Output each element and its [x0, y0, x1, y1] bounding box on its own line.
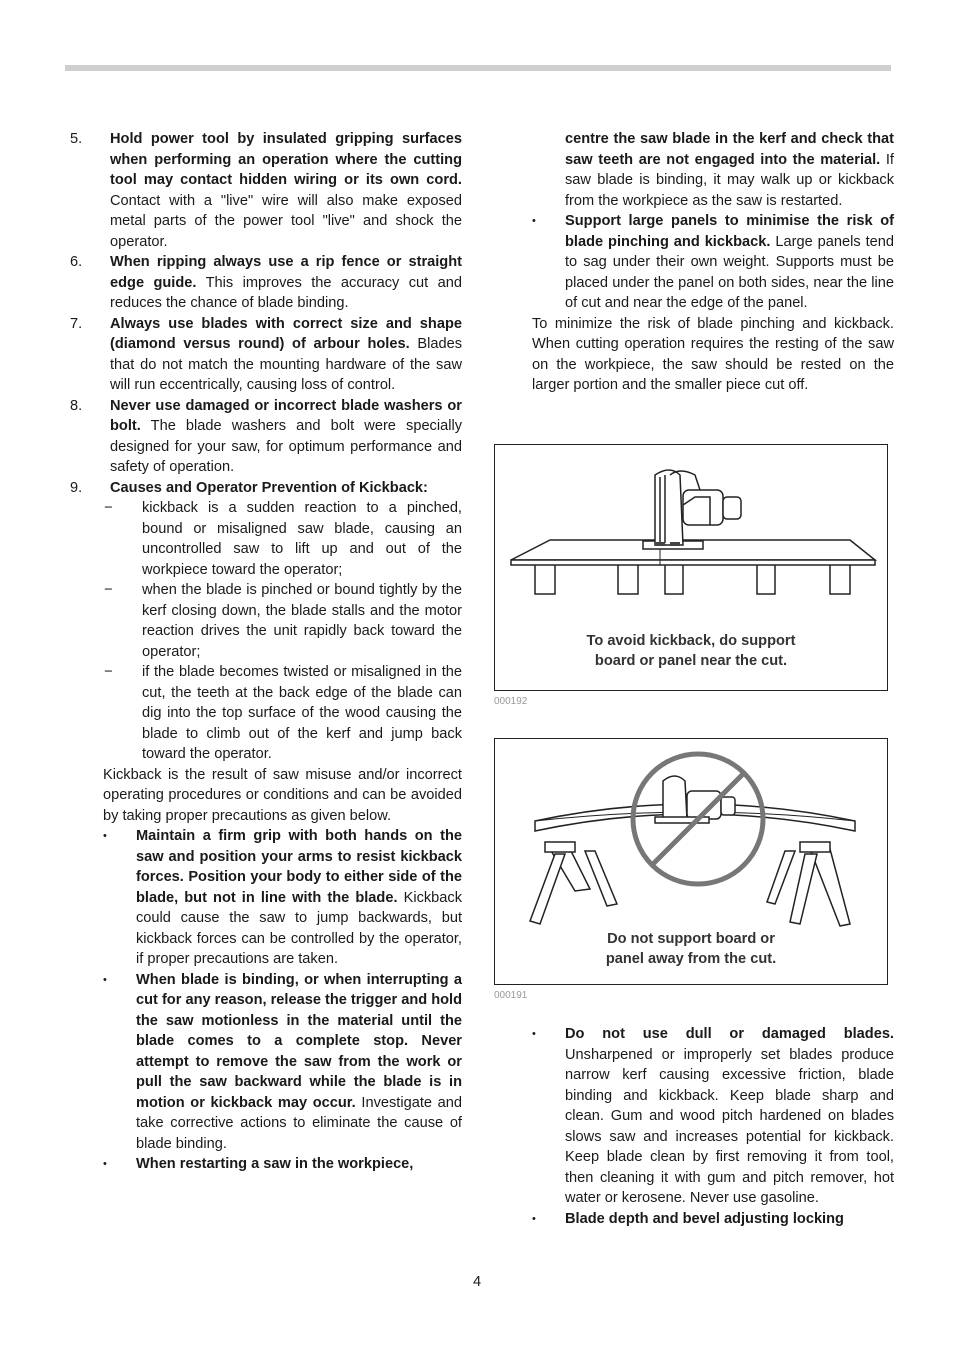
- bullet-marker: •: [103, 1158, 107, 1170]
- dash-item: [104, 662, 462, 765]
- dash-text: if the blade becomes twisted or misaligned in the cut, the teeth at the back edge of the blade can dig into the top surface of the wood causing the blade to climb out of the kerf and jump back toward the operator.: [142, 664, 462, 762]
- item-number: 8.: [70, 397, 83, 414]
- bullet-heading: Support large panels to minimise the risk of blade pinching and kickback.: [565, 213, 894, 250]
- bullet-heading: centre the saw blade in the kerf and check that saw teeth are not engaged into the material.: [565, 131, 894, 168]
- item-heading: When ripping always use a rip fence or straight edge guide.: [110, 254, 462, 291]
- dash-item: [104, 498, 462, 580]
- kickback-paragraph: Kickback is the result of saw misuse and/or incorrect operating procedures or conditions and can be avoided by taking proper precautions as given below.: [103, 766, 462, 824]
- bullet-item: [532, 1024, 894, 1209]
- bullet-item: [532, 1209, 894, 1230]
- bullet-heading: Maintain a firm grip with both hands on the saw and position your arms to resist kickback forces. Position your body to either side of the blade, but not in line with the blade.: [136, 828, 462, 906]
- bullet-marker: •: [103, 830, 107, 842]
- figure-caption: To avoid kickback, do support board or panel near the cut.: [586, 633, 796, 669]
- bullet-text: Kickback could cause the saw to jump backwards, but kickback forces can be controlled by the operator, if proper precautions are taken.: [136, 889, 462, 967]
- bullet-item: [103, 970, 462, 1155]
- item-number: 6.: [70, 254, 83, 270]
- item-heading: Hold power tool by insulated gripping surfaces when performing an operation where the cutting tool may contact hidden wiring or its own cord.: [110, 131, 462, 188]
- dash-marker: −: [104, 500, 113, 516]
- bullet-heading: Do not use dull or damaged blades.: [565, 1026, 894, 1042]
- item-text: This improves the accuracy cut and reduces the chance of blade binding.: [110, 274, 462, 311]
- bullet-text: Unsharpened or improperly set blades produce narrow kerf causing excessive friction, blade binding and kickback. Keep blade sharp and clean. Gum and wood pitch hardened on blades slows saw and increases potential for kickback. Keep blade clean by first removing it from tool, then cleaning it with gum and pitch remover, hot water or kerosene. Never use gasoline.: [565, 1046, 894, 1206]
- bullet-marker: •: [532, 1028, 536, 1040]
- list-item-8: [70, 396, 462, 478]
- list-item-9: [70, 478, 462, 499]
- bullet-heading: When blade is binding, or when interrupting a cut for any reason, release the trigger and hold the saw motionless in the material until the blade comes to a complete stop. Never attempt to remove the saw from the work or pull the saw backward while the blade is in motion or kickback may occur.: [136, 971, 463, 1111]
- item-heading: Never use damaged or incorrect blade washers or bolt.: [110, 397, 462, 434]
- item-heading: Causes and Operator Prevention of Kickback:: [110, 479, 428, 496]
- item-number: 5.: [70, 131, 83, 147]
- bullet-heading: Blade depth and bevel adjusting locking: [565, 1210, 844, 1227]
- figure-code: 000192: [494, 696, 528, 707]
- dash-marker: −: [104, 582, 113, 598]
- bullet-marker: •: [103, 973, 107, 986]
- item-heading: Always use blades with correct size and shape (diamond versus round) of arbour holes.: [110, 315, 462, 352]
- item-text: The blade washers and bolt were specially designed for your saw, for optimum performance and safety of operation.: [110, 418, 462, 475]
- bullet-heading: When restarting a saw in the workpiece,: [136, 1156, 414, 1172]
- bullet-item: [532, 211, 894, 314]
- right-column-top: [532, 129, 894, 396]
- dash-marker: −: [104, 664, 113, 680]
- bullet-text: If saw blade is binding, it may walk up or kickback from the workpiece as the saw is restarted.: [565, 151, 894, 209]
- bullet-item: [103, 826, 462, 970]
- item-text: Blades that do not match the mounting hardware of the saw will run eccentrically, causing loss of control.: [110, 336, 462, 393]
- figure-code: 000191: [494, 990, 528, 1001]
- dash-text: when the blade is pinched or bound tightly by the kerf closing down, the blade stalls and the motor reaction drives the unit rapidly back toward the operator;: [142, 582, 462, 660]
- item-number: 9.: [70, 479, 83, 496]
- bullet-text: Investigate and take corrective actions to eliminate the cause of blade binding.: [136, 1094, 463, 1152]
- item-text: Contact with a "live" wire will also make exposed metal parts of the power tool "live" and shock the operator.: [110, 192, 462, 250]
- bullet-text: Large panels tend to sag under their own weight. Supports must be placed under the panel on both sides, near the line of cut and near the edge of the panel.: [565, 233, 894, 311]
- bullet-marker: •: [532, 215, 536, 227]
- bullet-item: [103, 1154, 462, 1175]
- minimize-paragraph: To minimize the risk of blade pinching and kickback. When cutting operation requires the resting of the saw on the workpiece, the saw should be rested on the larger portion and the smaller piece cut off.: [532, 315, 894, 393]
- list-item-6: [70, 252, 462, 314]
- list-item-7: [70, 314, 462, 396]
- item-number: 7.: [70, 315, 83, 332]
- figure-support-near-cut: [494, 444, 888, 691]
- dash-text: kickback is a sudden reaction to a pinched, bound or misaligned saw blade, causing an uncontrolled saw to lift up and out of the workpiece toward the operator;: [142, 500, 462, 578]
- figure-support-away-from-cut: [494, 738, 888, 985]
- page-number: 4: [472, 1274, 482, 1290]
- header-rule: [65, 65, 891, 71]
- dash-item: [104, 580, 462, 662]
- left-column: [70, 129, 462, 1175]
- figure-caption: Do not support board or panel away from the cut.: [605, 931, 777, 967]
- right-column-bottom: [532, 1024, 894, 1229]
- list-item-5: [70, 129, 462, 252]
- bullet-marker: •: [532, 1212, 536, 1225]
